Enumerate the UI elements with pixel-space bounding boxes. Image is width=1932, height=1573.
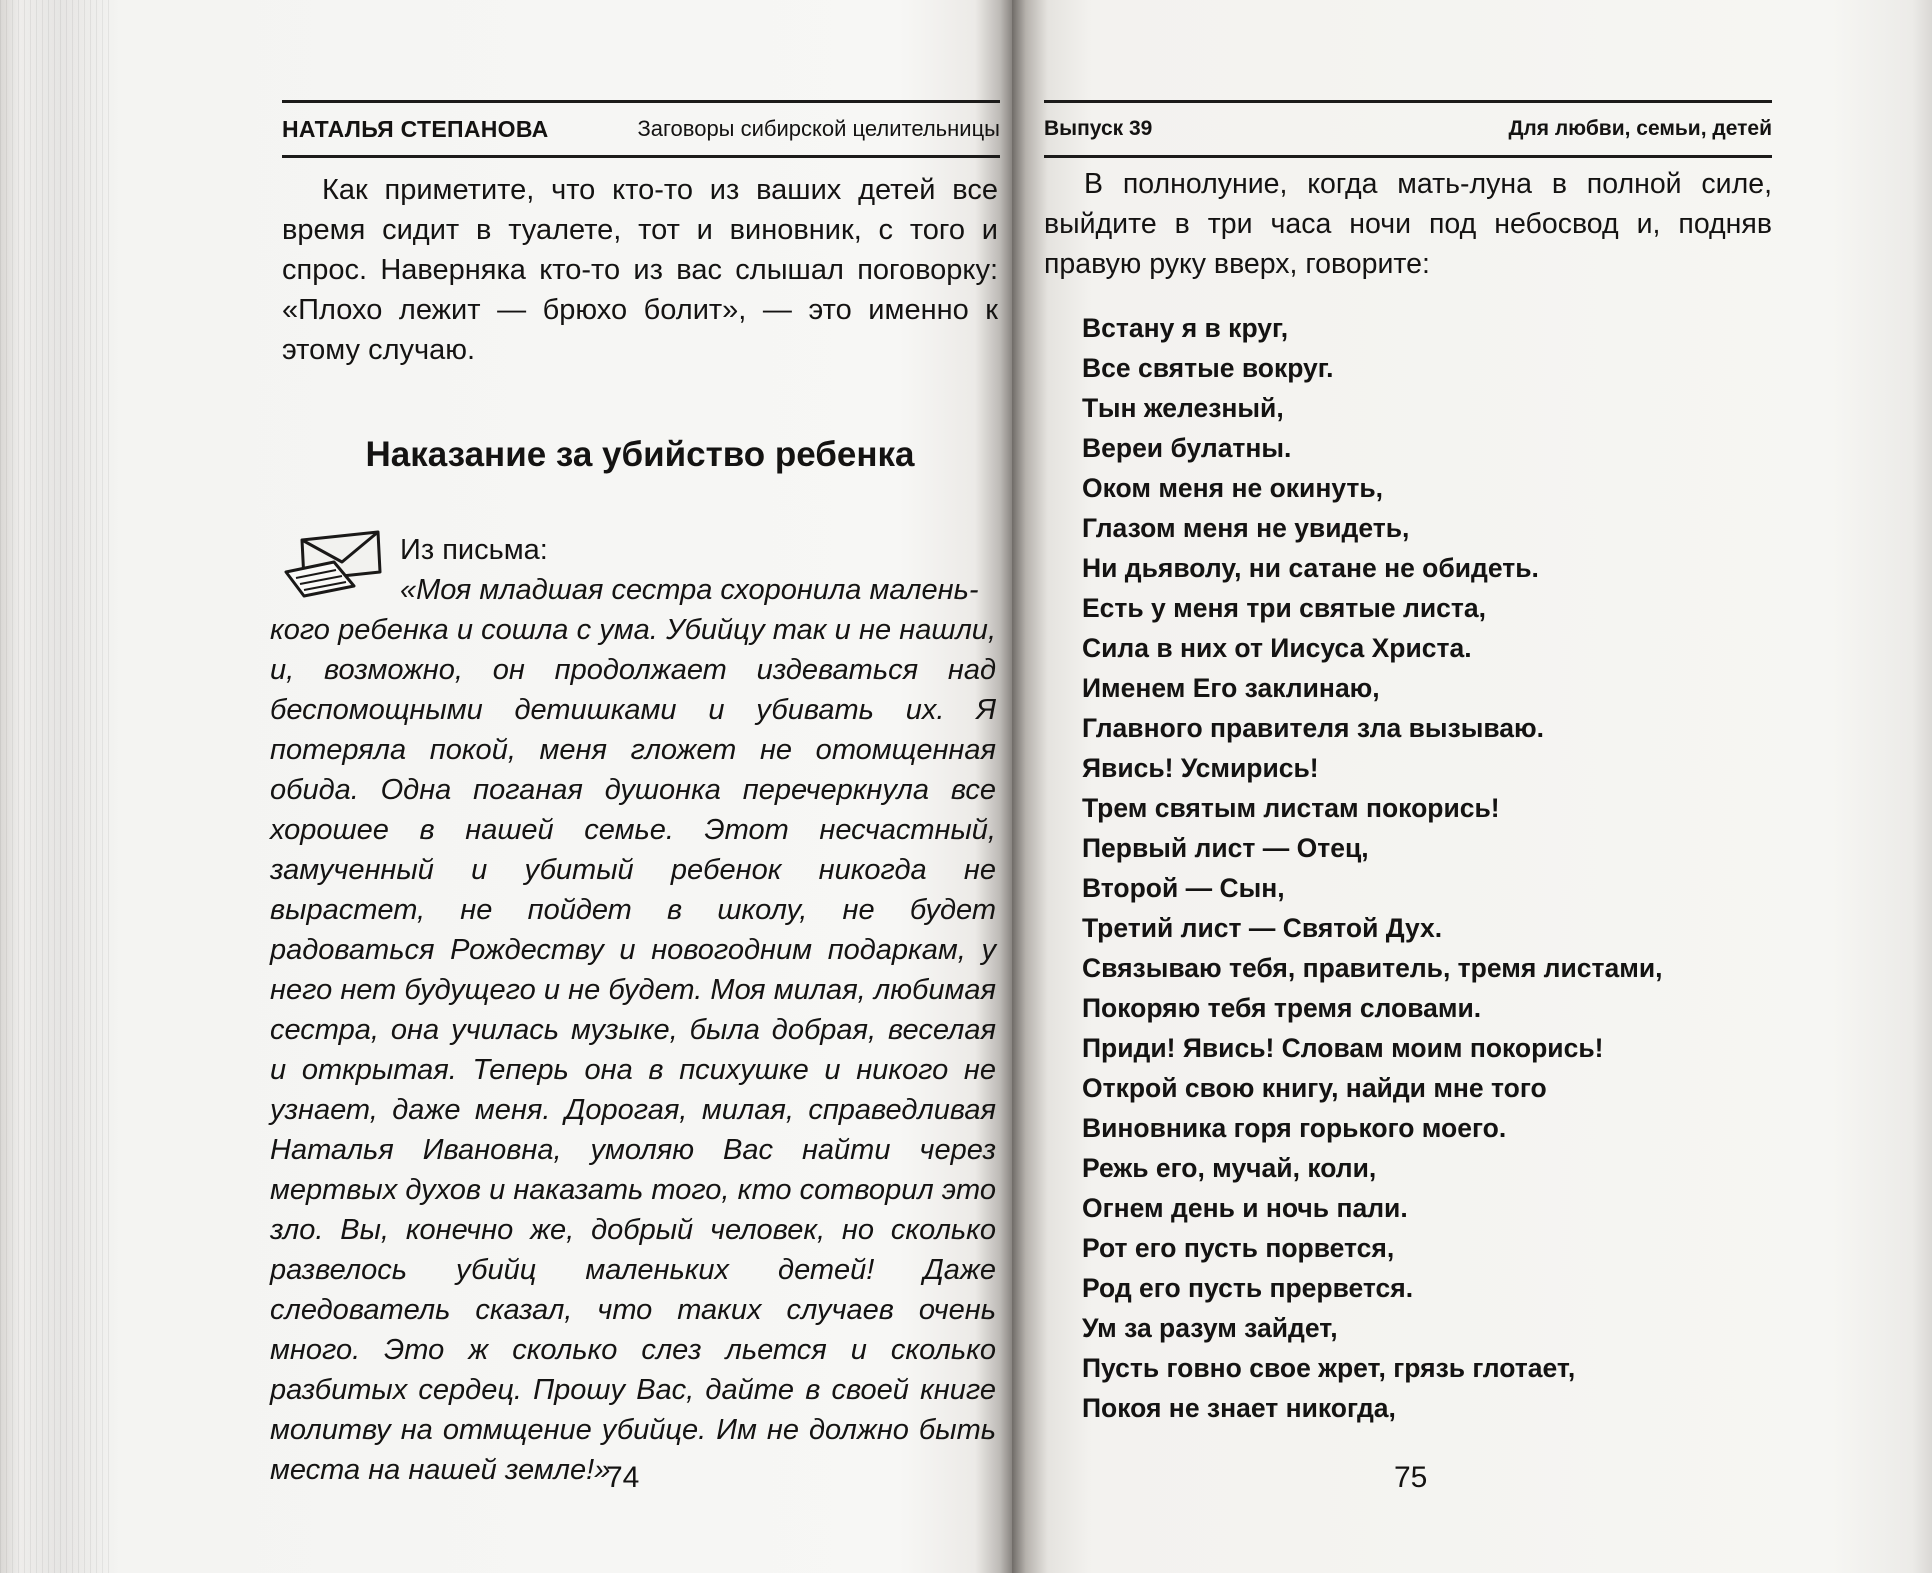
verse-line: Открой свою книгу, найди мне того — [1082, 1073, 1547, 1103]
verse-line: Сила в них от Иисуса Христа. — [1082, 633, 1472, 663]
header-book-title: Заговоры сибирской целительницы — [637, 116, 1000, 141]
verse-line: Ни дьяволу, ни сатане не обидеть. — [1082, 553, 1539, 583]
verse-line: Именем Его заклинаю, — [1082, 673, 1380, 703]
verse-line: Ум за разум зайдет, — [1082, 1313, 1338, 1343]
verse-line: Покоряю тебя тремя словами. — [1082, 993, 1482, 1023]
verse-line: Встану я в круг, — [1082, 313, 1289, 343]
verse-line: Вереи булатны. — [1082, 433, 1292, 463]
verse-line: Пусть говно свое жрет, грязь глотает, — [1082, 1353, 1576, 1383]
right-running-header — [1044, 100, 1772, 158]
letter-first-line: «Моя младшая сестра схоронила малень- — [400, 574, 979, 606]
right-page — [1012, 0, 1932, 1573]
page-edges — [0, 0, 110, 1573]
letter-quote — [270, 570, 996, 1490]
header-author: НАТАЛЬЯ СТЕПАНОВА — [282, 115, 549, 142]
verse-line: Виновника горя горького моего. — [1082, 1113, 1507, 1143]
letter-body: кого ребенка и сошла с ума. Убийцу так и не нашли, и, возможно, он продолжает издеваться над беспомощными детишками и убивать их. Я потеряла покой, меня гложет не отомщенная обида. Одна поганая душонка перечеркнула все хорошее в нашей семье. Этот несчастный, замученный и убитый ребенок никогда не вырастет, не пойдет в школу, не будет радоваться Рождеству и новогодним подаркам, у него нет будущего и не будет. Моя милая, любимая сестра, она училась музыке, была добрая, веселая и открытая. Теперь она в психушке и никого не узнает, даже меня. Дорогая, милая, справедливая Наталья Ивановна, умоляю Вас найти через мертвых духов и наказать того, кто сотворил это зло. Вы, конечно же, добрый человек, но сколько развелось убийц маленьких детей! Даже следователь сказал, что таких случаев очень много. Это ж сколько слез льется и сколько разбитых сердец. Прошу Вас, дайте в своей книге молитву на отмщение убийце. Им не должно быть места на нашей земле!» — [270, 614, 996, 1486]
verse-line: Второй — Сын, — [1082, 873, 1285, 903]
header-section: Для любви, семьи, детей — [1508, 117, 1772, 140]
verse-line: Третий лист — Святой Дух. — [1082, 913, 1443, 943]
letter-label: Из письма: — [400, 534, 548, 566]
page-number-left: 74 — [606, 1461, 640, 1494]
header-issue: Выпуск 39 — [1044, 117, 1153, 140]
verse-line: Род его пусть прервется. — [1082, 1273, 1414, 1303]
intro-paragraph: Как приметите, что кто-то из ваших детей все время сидит в туалете, тот и виновник, с того и спрос. Наверняка кто-то из вас слышал поговорку: «Плохо лежит — брюхо болит», — это именно к этому случаю. — [282, 174, 998, 366]
verse-line: Оком меня не окинуть, — [1082, 473, 1384, 503]
verse-line: Огнем день и ночь пали. — [1082, 1193, 1408, 1223]
verse-line: Все святые вокруг. — [1082, 353, 1334, 383]
verse-line: Главного правителя зла вызываю. — [1082, 713, 1545, 743]
verse-line: Явись! Усмирись! — [1082, 753, 1319, 783]
verse-line: Рот его пусть порвется, — [1082, 1233, 1395, 1263]
verse-line: Трем святым листам покорись! — [1082, 793, 1500, 823]
verse-line: Связываю тебя, правитель, тремя листами, — [1082, 953, 1663, 983]
verse-line: Тын железный, — [1082, 393, 1284, 423]
verse-line: Приди! Явись! Словам моим покорись! — [1082, 1033, 1604, 1063]
left-running-header — [282, 100, 1000, 158]
verse-line: Есть у меня три святые листа, — [1082, 593, 1486, 623]
chapter-title: Наказание за убийство ребенка — [365, 435, 915, 474]
incantation-verse — [1082, 308, 1663, 1428]
verse-line: Покоя не знает никогда, — [1082, 1393, 1396, 1423]
verse-line: Первый лист — Отец, — [1082, 833, 1369, 863]
verse-line: Глазом меня не увидеть, — [1082, 513, 1410, 543]
intro-paragraph-right: В полнолуние, когда мать-луна в полной силе, выйдите в три часа ночи под небосвод и, подняв правую руку вверх, говорите: — [1044, 168, 1772, 280]
verse-line: Режь его, мучай, коли, — [1082, 1153, 1377, 1183]
page-number-right: 75 — [1394, 1461, 1428, 1494]
